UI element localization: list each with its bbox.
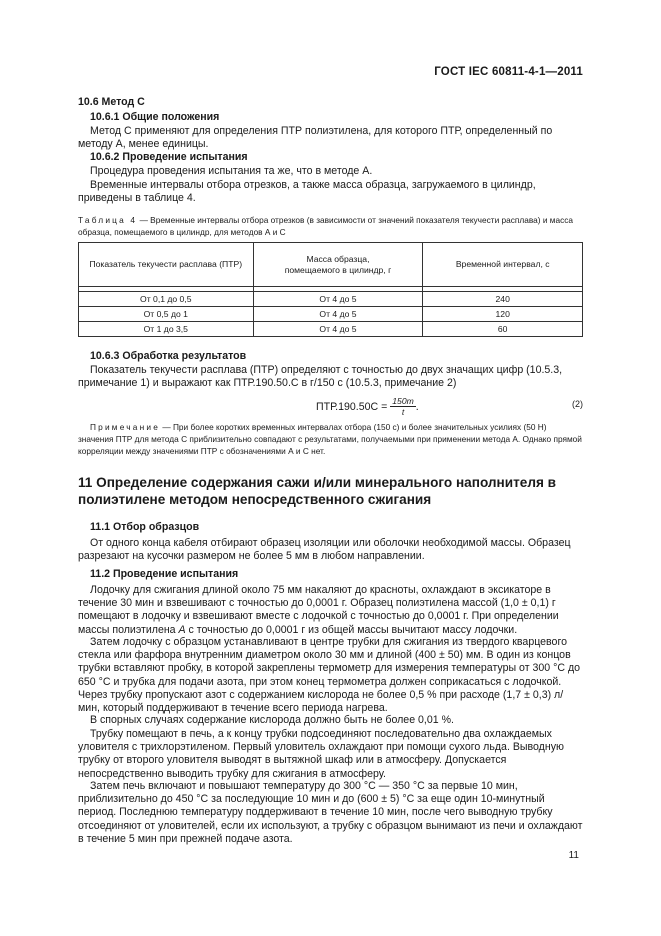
table-cell: 120	[423, 307, 583, 322]
section-10-6-1-title: 10.6.1 Общие положения	[90, 111, 220, 123]
formula-end: .	[415, 400, 419, 413]
section-10-6-3-title: 10.6.3 Обработка результатов	[90, 350, 247, 362]
table-header-cell-text: Масса образца, помещаемого в цилиндр, г	[284, 253, 392, 275]
section-10-6-3-text: Показатель текучести расплава (ПТР) определяют с точностью до двух значащих цифр (10.5.3, примечание 1) и выражают как ПТР.190.50.С в г/150 с (10.5.3, примечание 2)	[78, 364, 563, 390]
section-11-1-text: От одного конца кабеля отбирают образец изоляции или оболочки необходимой массы. Образец разрезают на кусочки размером не более 5 мм в любом направлении.	[78, 537, 571, 563]
section-11-2-para-2: Затем лодочку с образцом устанавливают в центре трубки для сжигания из твердого кварцевого стекла или фарфора внутренним диаметром около 30 мм и длиной (400 ± 50) мм. В один из концов трубки вставляют пробку, в которой закреплены термометр для измерения температуры от 300 °С до 650 °С и трубка для подачи азота, при этом конец термометра должен соприкасаться с лодочкой. Через трубку пропускают азот с содержанием кислорода не более 0,5 % при расходе (1,7 ± 0,3) л/мин, который поддерживают в течение всего периода нагрева.	[78, 636, 581, 715]
section-11-2-para-1	[78, 584, 584, 637]
note-label: Примечание	[90, 422, 161, 432]
formula-fraction	[390, 396, 416, 417]
table-row	[79, 307, 583, 322]
table-4-caption-text: — Временные интервалы отбора отрезков (в зависимости от значений показателя текучести расплава) и масса образца, помещаемого в цилиндр, для методов А и С	[78, 215, 574, 237]
table-cell: От 4 до 5	[253, 292, 423, 307]
section-11-2-title: 11.2 Проведение испытания	[90, 568, 239, 580]
section-10-6-1-text: Метод С применяют для определения ПТР полиэтилена, для которого ПТР, определенный по методу А, менее единицы.	[78, 125, 553, 151]
section-10-6-title: 10.6 Метод С	[78, 96, 145, 108]
table-4	[78, 242, 583, 337]
formula-numerator: 150m	[392, 396, 414, 406]
page-number: 11	[568, 850, 579, 861]
table-row	[79, 322, 583, 337]
table-4-caption-label: Таблица 4	[78, 215, 138, 225]
para-1-end: с точностью до 0,0001 г из общей массы вычитают массу лодочки.	[185, 623, 518, 636]
table-4-caption	[78, 214, 584, 238]
table-header-cell	[253, 243, 423, 287]
table-cell: От 4 до 5	[253, 307, 423, 322]
section-11-2-para-5: Затем печь включают и повышают температуру до 300 °С — 350 °С за первые 10 мин, приблизительно до 450 °С за последующие 10 мин и до (600 ± 5) °С за еще один 10-минутный период. Последнюю температуру поддерживают в течение 10 мин, после чего выводную трубку отсоединяют от уловителей, если их используют, а трубку с образцом вынимают из печи и охлаждают в течение 5 мин при прежней подаче азота.	[78, 780, 583, 845]
formula-denominator: t	[401, 407, 405, 417]
table-cell: 240	[423, 292, 583, 307]
para-1-text: Лодочку для сжигания длиной около 75 мм накаляют до красноты, охлаждают в эксикаторе в течение 30 мин и взвешивают с точностью до 0,0001 г. Образец полиэтилена массой (1,0 ± 0,1) г помещают в лодочку и взвешивают вместе с лодочкой с точностью до 0,0001 г. При определении массы полиэтилена	[78, 584, 559, 636]
equation-number: (2)	[572, 399, 583, 409]
formula-lhs: ПТР.190.50С =	[316, 400, 388, 413]
table-header-cell: Временной интервал, с	[423, 243, 583, 287]
table-cell: От 1 до 3,5	[79, 322, 254, 337]
section-11-1-title: 11.1 Отбор образцов	[90, 521, 200, 533]
table-cell: От 4 до 5	[253, 322, 423, 337]
section-11-title: 11 Определение содержания сажи и/или минерального наполнителя в полиэтилене методом непосредственного сжигания	[78, 475, 557, 507]
table-cell: 60	[423, 322, 583, 337]
table-header-row	[79, 243, 583, 287]
section-11-2-para-3: В спорных случаях содержание кислорода должно быть не более 0,01 %.	[90, 714, 454, 726]
note-10-6-3	[78, 421, 584, 457]
table-header-cell: Показатель текучести расплава (ПТР)	[79, 243, 254, 287]
section-10-6-2-para-1: Процедура проведения испытания та же, что в методе А.	[90, 165, 373, 177]
para-1-variable: А	[178, 623, 186, 636]
note-text: — При более коротких временных интервалах отбора (150 с) и более значительных усилиях (50 Н) значения ПТР для метода С приблизительно совпадают с результатами, получаемыми при применении метода А. Однако прямой корреляции между значениями ПТР с обозначениями А и С нет.	[78, 422, 582, 456]
table-cell: От 0,1 до 0,5	[79, 292, 254, 307]
formula-2	[316, 396, 419, 417]
table-cell: От 0,5 до 1	[79, 307, 254, 322]
section-10-6-2-para-2: Временные интервалы отбора отрезков, а также масса образца, загружаемого в цилиндр, приведены в таблице 4.	[78, 179, 536, 205]
section-11-2-para-4: Трубку помещают в печь, а к концу трубки подсоединяют последовательно два охлаждаемых уловителя с трихлорэтиленом. Первый уловитель охлаждают при помощи сухого льда. Выводную трубку от второго уловителя выводят в вытяжной шкаф или в атмосферу. Допускается непосредственно выводить трубку для сжигания в атмосферу.	[78, 728, 564, 780]
section-10-6-2-title: 10.6.2 Проведение испытания	[90, 151, 248, 163]
standard-header: ГОСТ IEC 60811-4-1—2011	[434, 66, 583, 78]
table-row	[79, 292, 583, 307]
